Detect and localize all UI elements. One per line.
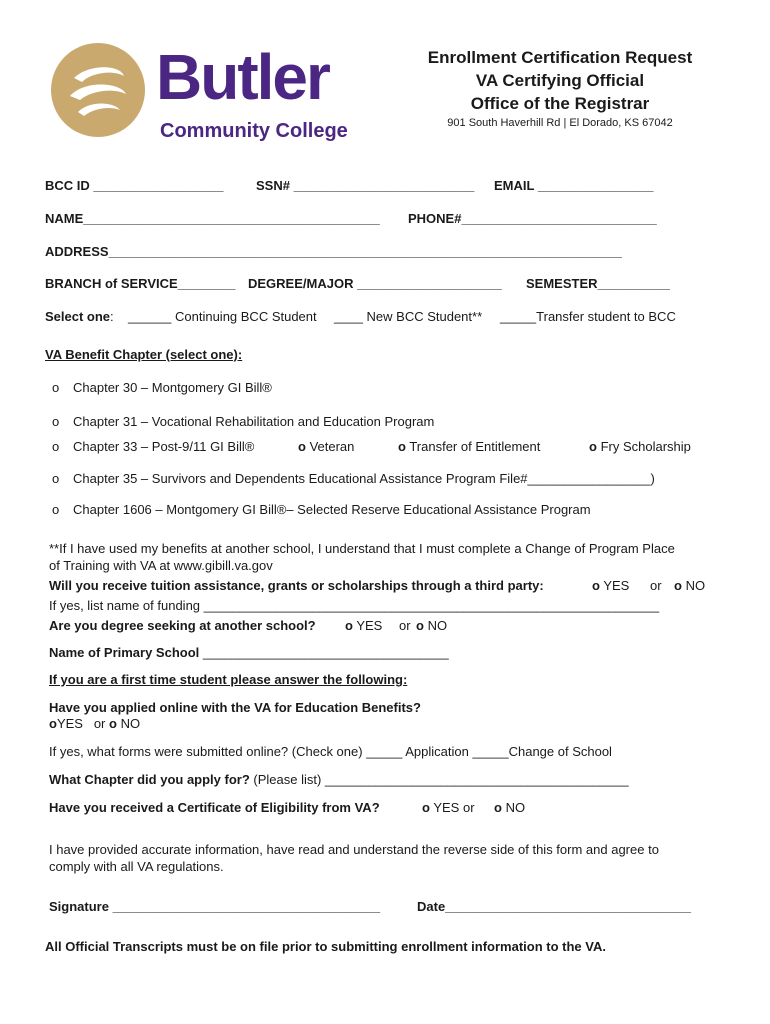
checkbox-bullet: o (398, 439, 406, 454)
butler-logo-emblem (50, 42, 146, 138)
bcc-id-field[interactable]: BCC ID __________________ (45, 178, 224, 193)
yes-label: YES (433, 800, 460, 815)
checkbox-bullet: o (422, 800, 430, 815)
transfer-entitlement-label: Transfer of Entitlement (409, 439, 541, 454)
email-field[interactable]: EMAIL ________________ (494, 178, 654, 193)
coe-yes-option[interactable] (422, 800, 475, 815)
checkbox-bullet[interactable]: o (52, 414, 60, 429)
third-party-no-option[interactable] (674, 578, 705, 593)
transfer-student-option[interactable]: _____Transfer student to BCC (500, 309, 676, 324)
chapter-applied-field[interactable] (49, 772, 629, 787)
checkbox-bullet[interactable]: o (52, 439, 60, 454)
checkbox-bullet: o (416, 618, 424, 633)
third-party-yes-option[interactable] (592, 578, 629, 593)
date-field[interactable]: Date__________________________________ (417, 899, 691, 914)
phone-field[interactable]: PHONE#___________________________ (408, 211, 657, 226)
forms-submitted-field[interactable]: If yes, what forms were submitted online? (Check one) _____ Application _____Change of School (49, 744, 612, 759)
office-name: Office of the Registrar (470, 94, 650, 113)
yes-label: YES (356, 618, 383, 633)
or-label: or (650, 578, 662, 593)
yes-label: YES (56, 716, 83, 731)
applied-online-yes-option[interactable] (49, 716, 83, 731)
chapter-1606-option[interactable]: Chapter 1606 – Montgomery GI Bill®– Selected Reserve Educational Assistance Program (73, 502, 591, 517)
checkbox-bullet[interactable]: o (52, 502, 60, 517)
semester-field[interactable]: SEMESTER__________ (526, 276, 670, 291)
primary-school-line: __________________________________ (199, 645, 449, 660)
checkbox-bullet[interactable]: o (52, 380, 60, 395)
chapter-30-option[interactable]: Chapter 30 – Montgomery GI Bill® (73, 380, 272, 395)
coe-question: Have you received a Certificate of Eligibility from VA? (49, 800, 380, 815)
logo-name: Butler (156, 41, 329, 113)
checkbox-bullet: o (109, 716, 117, 731)
checkbox-bullet: o (589, 439, 597, 454)
office-address: 901 South Haverhill Rd | El Dorado, KS 67042 (447, 117, 673, 129)
ssn-field[interactable]: SSN# _________________________ (256, 178, 475, 193)
chapter-33-option[interactable]: Chapter 33 – Post-9/11 GI Bill® (73, 439, 255, 454)
veteran-label: Veteran (309, 439, 355, 454)
no-label: NO (120, 716, 141, 731)
coe-no-option[interactable] (494, 800, 525, 815)
veteran-option[interactable] (298, 439, 354, 454)
checkbox-bullet: o (298, 439, 306, 454)
no-label: NO (505, 800, 526, 815)
fry-scholarship-label: Fry Scholarship (600, 439, 691, 454)
select-one-colon: : (110, 309, 114, 324)
signature-field[interactable]: Signature _____________________________________ (49, 899, 381, 914)
or-label: or (399, 618, 411, 633)
chapter-heading: VA Benefit Chapter (select one): (45, 347, 243, 362)
select-one-row (45, 309, 114, 324)
certification-line2: comply with all VA regulations. (49, 859, 224, 874)
chapter-35-option[interactable]: Chapter 35 – Survivors and Dependents Educational Assistance Program File#_________________) (73, 471, 655, 486)
first-time-heading: If you are a first time student please answer the following: (49, 672, 408, 687)
chapter-applied-label: What Chapter did you apply for? (49, 772, 250, 787)
checkbox-bullet: o (345, 618, 353, 633)
checkbox-bullet: o (592, 578, 600, 593)
form-title: Enrollment Certification Request (427, 48, 693, 67)
other-school-note-line2: of Training with VA at www.gibill.va.gov (49, 558, 273, 573)
branch-field[interactable]: BRANCH of SERVICE________ (45, 276, 236, 291)
other-school-note-line1: **If I have used my benefits at another school, I understand that I must complete a Change of Program Place (49, 541, 675, 556)
name-field[interactable]: NAME_________________________________________ (45, 211, 380, 226)
primary-school-field[interactable] (49, 645, 449, 660)
chapter-applied-line: (Please list) __________________________________________ (249, 772, 629, 787)
or-label: or (462, 800, 475, 815)
checkbox-bullet: o (674, 578, 682, 593)
transfer-entitlement-option[interactable] (398, 439, 540, 454)
or-label: or (93, 716, 106, 731)
degree-field[interactable]: DEGREE/MAJOR ____________________ (248, 276, 502, 291)
form-subtitle: VA Certifying Official (475, 71, 645, 90)
logo-subname: Community College (160, 120, 348, 142)
applied-online-no-option[interactable] (109, 716, 140, 731)
no-label: NO (427, 618, 448, 633)
degree-seeking-no-option[interactable] (416, 618, 447, 633)
select-one-label: Select one (45, 309, 111, 324)
certification-line1: I have provided accurate information, have read and understand the reverse side of this form and agree to (49, 842, 659, 857)
continuing-student-option[interactable]: ______ Continuing BCC Student (128, 309, 317, 324)
degree-seeking-yes-option[interactable] (345, 618, 382, 633)
checkbox-bullet: o (494, 800, 502, 815)
checkbox-bullet: o (49, 716, 57, 731)
address-field[interactable]: ADDRESS_______________________________________________________________________ (45, 244, 622, 259)
primary-school-label: Name of Primary School (49, 645, 200, 660)
checkbox-bullet[interactable]: o (52, 471, 60, 486)
applied-online-question: Have you applied online with the VA for Education Benefits? (49, 700, 421, 715)
no-label: NO (685, 578, 706, 593)
transcripts-notice: All Official Transcripts must be on file prior to submitting enrollment information to the VA. (45, 939, 606, 954)
chapter-31-option[interactable]: Chapter 31 – Vocational Rehabilitation and Education Program (73, 414, 435, 429)
new-student-option[interactable]: ____ New BCC Student** (334, 309, 483, 324)
third-party-question: Will you receive tuition assistance, grants or scholarships through a third party: (49, 578, 544, 593)
applied-online-options (49, 716, 140, 731)
funding-field[interactable]: If yes, list name of funding _______________________________________________________________ (49, 598, 660, 613)
yes-label: YES (603, 578, 630, 593)
degree-seeking-question: Are you degree seeking at another school? (49, 618, 316, 633)
fry-scholarship-option[interactable] (589, 439, 691, 454)
